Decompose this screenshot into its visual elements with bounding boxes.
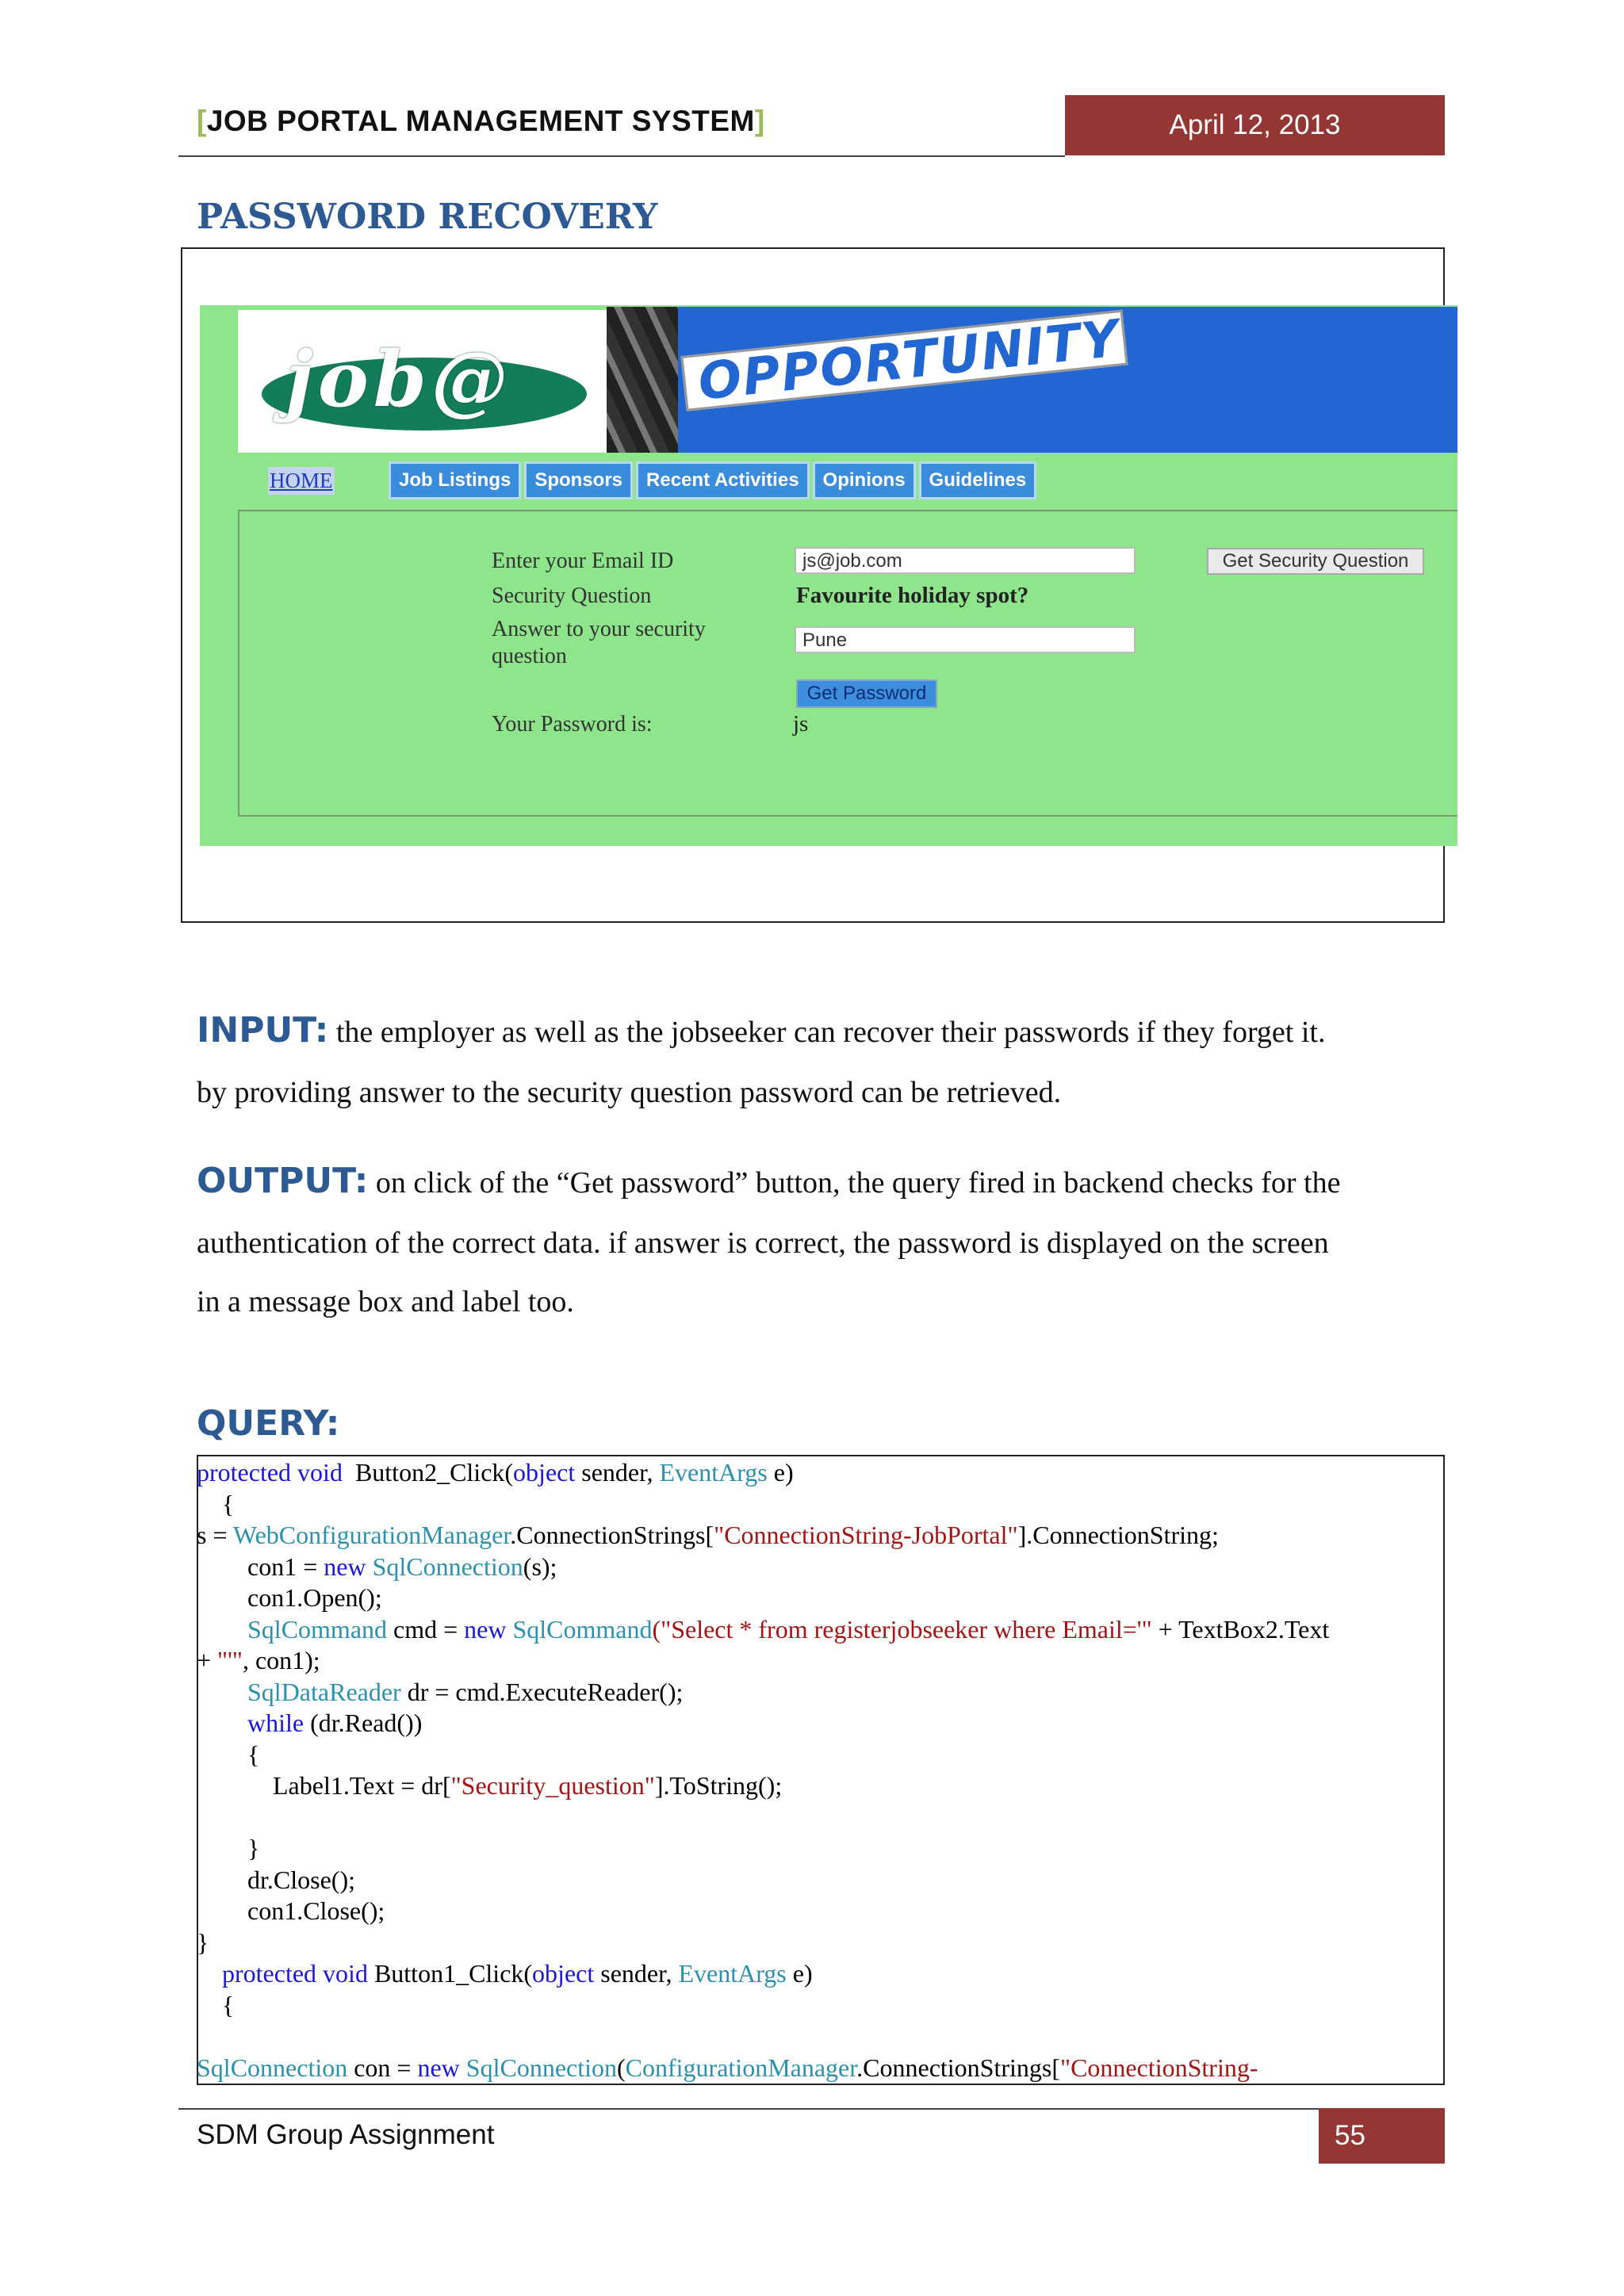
code-token: ( (617, 2053, 626, 2082)
code-token: sender, (575, 1458, 660, 1487)
code-token: { (197, 1489, 235, 1518)
input-text-2: by providing answer to the security question password can be retrieved. (197, 1076, 1062, 1109)
email-label: Enter your Email ID (492, 549, 674, 573)
code-token: { (197, 1739, 260, 1769)
output-text-3: in a message box and label too. (197, 1285, 574, 1318)
code-token: + TextBox2.Text (1151, 1614, 1330, 1644)
code-line (197, 1896, 1442, 1927)
code-token: cmd = (387, 1614, 465, 1644)
code-token: dr = cmd.ExecuteReader(); (400, 1677, 684, 1706)
get-password-button[interactable]: Get Password (796, 679, 937, 708)
code-token: WebConfigurationManager (232, 1521, 511, 1549)
section-title-password-recovery: PASSWORD RECOVERY (197, 197, 658, 237)
nav-recent-activities[interactable]: Recent Activities (636, 461, 810, 499)
code-token: EventArgs (678, 1959, 787, 1988)
nav-opinions[interactable]: Opinions (813, 461, 916, 499)
password-value: js (793, 711, 809, 737)
code-token: SqlConnection (372, 1552, 523, 1581)
code-token (197, 1709, 247, 1737)
code-token (460, 2053, 466, 2082)
answer-label-line2: question (492, 644, 567, 668)
code-token: } (197, 1927, 209, 1957)
job-logo: job@ (285, 335, 512, 424)
code-line (197, 1958, 1442, 1990)
code-token: Label1.Text = dr[ (197, 1771, 451, 1800)
code-line (197, 1552, 1442, 1583)
code-line (197, 1520, 1442, 1552)
banner-bars-graphic (607, 307, 678, 453)
code-token: .ConnectionStrings[ (856, 2053, 1061, 2082)
code-line (197, 1865, 1442, 1896)
answer-label-line1: Answer to your security (492, 617, 706, 641)
footer-text: SDM Group Assignment (197, 2119, 495, 2150)
code-line (197, 1927, 1442, 1959)
code-line (197, 1614, 1442, 1646)
code-line (197, 1677, 1442, 1709)
code-token: protected void (197, 1458, 343, 1487)
code-token: ("Select * from registerjobseeker where Email='" (652, 1614, 1152, 1644)
output-label: OUTPUT: (197, 1161, 369, 1201)
code-token: "ConnectionString- (1060, 2053, 1258, 2082)
code-line (197, 1708, 1442, 1739)
output-paragraph-end (197, 1272, 1465, 1332)
code-token (366, 1552, 373, 1581)
code-token: EventArgs (659, 1458, 768, 1487)
output-text-1: on click of the “Get password” button, the query fired in backend checks for the (368, 1166, 1341, 1200)
page-number: 55 (1319, 2108, 1445, 2164)
code-token: con1.Open(); (197, 1583, 382, 1612)
code-listing (197, 1457, 1442, 2084)
code-token: "Security_question" (450, 1771, 655, 1800)
nav-bar (389, 461, 1036, 499)
code-token: new (464, 1614, 507, 1644)
section-title-query: QUERY: (197, 1403, 340, 1444)
code-token: e) (786, 1959, 813, 1988)
code-line (197, 2053, 1442, 2084)
code-line (197, 1833, 1442, 1865)
input-text-1: the employer as well as the jobseeker can recover their passwords if they forget it. (328, 1016, 1326, 1049)
code-token: + (197, 1646, 218, 1674)
code-token: con1 = (197, 1552, 324, 1581)
code-token: while (247, 1709, 304, 1737)
code-token: new (417, 2053, 460, 2082)
code-token: ].ToString(); (654, 1771, 783, 1800)
code-token: object (513, 1458, 576, 1487)
nav-sponsors[interactable]: Sponsors (524, 461, 633, 499)
code-token: s = (197, 1521, 233, 1549)
code-token: (dr.Read()) (304, 1709, 423, 1737)
opportunity-sign: OPPORTUNITY (680, 310, 1128, 411)
code-line (197, 1739, 1442, 1771)
code-token: ].ConnectionString; (1017, 1521, 1219, 1549)
code-token: { (197, 1990, 235, 2019)
code-token: dr.Close(); (197, 1865, 355, 1894)
code-token: SqlCommand (247, 1614, 388, 1644)
code-token: ConfigurationManager (625, 2053, 857, 2082)
code-token: , con1); (242, 1646, 320, 1674)
code-token: SqlConnection (465, 2053, 617, 2082)
code-token: SqlDataReader (247, 1677, 401, 1706)
input-paragraph (197, 1001, 1465, 1123)
code-token: Button2_Click( (342, 1458, 514, 1487)
code-token (197, 1615, 247, 1644)
input-label: INPUT: (197, 1010, 329, 1050)
code-line (197, 2021, 1442, 2053)
code-token: object (532, 1959, 595, 1988)
code-token: "'" (217, 1646, 243, 1674)
password-label: Your Password is: (492, 712, 653, 737)
code-line (197, 1645, 1442, 1677)
embedded-web-screenshot (200, 305, 1457, 846)
footer-rule (178, 2108, 1319, 2110)
code-token (197, 1959, 222, 1988)
code-token: } (197, 1834, 260, 1862)
get-security-question-button[interactable]: Get Security Question (1207, 548, 1424, 575)
code-token: SqlConnection (197, 2053, 348, 2082)
code-token: .ConnectionStrings[ (510, 1521, 714, 1549)
code-token: e) (767, 1458, 794, 1487)
output-text-2: authentication of the correct data. if answer is correct, the password is displayed on the screen (197, 1226, 1329, 1260)
code-line (197, 1489, 1442, 1521)
code-token: (s); (523, 1552, 557, 1581)
code-line (197, 1457, 1442, 1489)
code-token: new (324, 1552, 366, 1581)
security-question-label: Security Question (492, 584, 652, 608)
code-line (197, 1770, 1442, 1802)
security-question-value: Favourite holiday spot? (796, 583, 1029, 608)
code-token (197, 1678, 247, 1706)
code-token: Button1_Click( (367, 1959, 533, 1988)
code-token: con1.Close(); (197, 1896, 385, 1925)
nav-job-listings[interactable]: Job Listings (389, 461, 521, 499)
nav-home-link[interactable]: HOME (268, 467, 335, 495)
output-paragraph (197, 1151, 1465, 1273)
code-token: "ConnectionString-JobPortal" (714, 1521, 1018, 1549)
code-token: protected void (222, 1959, 368, 1988)
code-token: SqlCommand (512, 1614, 653, 1644)
email-field[interactable]: js@job.com (795, 547, 1136, 574)
header-date: April 12, 2013 (1065, 95, 1445, 155)
code-token: sender, (594, 1959, 679, 1988)
code-line (197, 1582, 1442, 1614)
document-header-title: [JOB PORTAL MANAGEMENT SYSTEM] (197, 105, 765, 137)
header-rule (178, 155, 1065, 157)
code-line (197, 1802, 1442, 1834)
code-line (197, 1990, 1442, 2022)
nav-guidelines[interactable]: Guidelines (919, 461, 1037, 499)
answer-field[interactable]: Pune (795, 626, 1136, 653)
code-token: con = (347, 2053, 418, 2082)
